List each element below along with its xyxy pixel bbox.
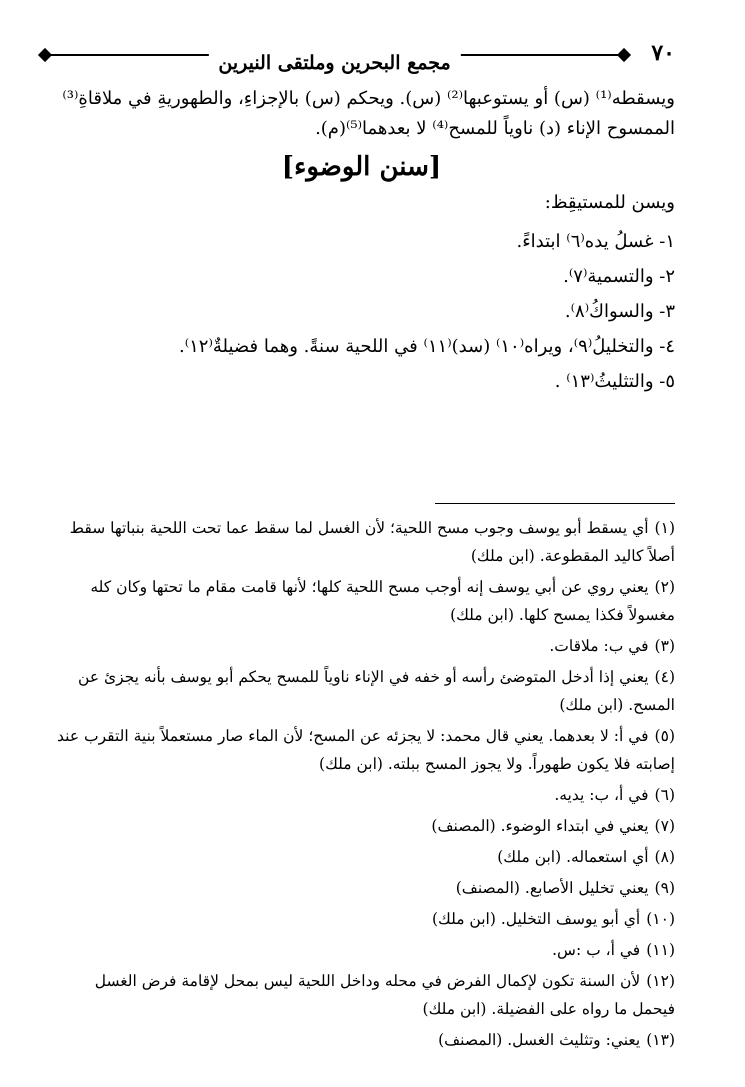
list-item: ١- غسلُ يده⁽٦⁾ ابتداءً.	[516, 231, 675, 252]
footnote-number: (٨)	[654, 848, 675, 866]
list-item: ٢- والتسمية⁽٧⁾.	[563, 266, 675, 287]
footnote-text: يعني: وتثليث الغسل. (المصنف)	[438, 1031, 641, 1049]
footnote	[52, 967, 675, 1023]
footnote-text: يعني إذا أدخل المتوضئ رأسه أو خفه في الإناء ناوياً للمسح يحكم أبو يوسف بأنه يجزئ عن المسح. (ابن ملك)	[78, 668, 675, 714]
footnote	[52, 632, 675, 660]
running-title: مجمع البحرين وملتقى النيرين	[208, 52, 460, 74]
footnote	[52, 514, 675, 570]
list-item: ٥- والتثليثُ⁽١٣⁾ .	[554, 371, 675, 392]
footnote-text: يعني روي عن أبي يوسف إنه أوجب مسح اللحية كلها؛ لأنها قامت مقام ما تحتها وكان كله مغسولاً فكذا يمسح كلها. (ابن ملك)	[90, 578, 675, 624]
page-header	[40, 40, 675, 74]
footnote-number: (١٢)	[646, 972, 675, 990]
footnote	[52, 663, 675, 719]
footnote-number: (٩)	[654, 879, 675, 897]
footnote-text: في أ، ب: يديه.	[554, 786, 649, 804]
footnote	[52, 812, 675, 840]
sunan-list	[48, 224, 675, 399]
footnote-number: (١٠)	[646, 910, 675, 928]
list-item: ٤- والتخليلُ⁽٩⁾، ويراه⁽١٠⁾ (سد)⁽١١⁾ في اللحية سنةً. وهما فضيلةٌ⁽١٢⁾.	[178, 336, 675, 357]
footnote-text: في ب: ملاقات.	[549, 637, 649, 655]
footnote-separator	[435, 503, 675, 504]
footnote-number: (٦)	[654, 786, 675, 804]
footnote-text: يعني تخليل الأصابع. (المصنف)	[455, 879, 649, 897]
footnote	[52, 781, 675, 809]
footnote-text: في أ، ب :س.	[552, 941, 641, 959]
footnote	[52, 573, 675, 629]
footnote	[52, 936, 675, 964]
footnote-text: أي أبو يوسف التخليل. (ابن ملك)	[431, 910, 641, 928]
footnote-number: (٤)	[654, 668, 675, 686]
footnote	[52, 722, 675, 778]
footnote-text: يعني في ابتداء الوضوء. (المصنف)	[431, 817, 649, 835]
list-item: ٣- والسواكُ⁽٨⁾.	[564, 301, 675, 322]
section-title: [سنن الوضوء]	[281, 152, 442, 182]
footnotes	[52, 514, 675, 1057]
footnote-number: (٥)	[654, 727, 675, 745]
footnote	[52, 843, 675, 871]
footnote	[52, 874, 675, 902]
footnote-text: أي استعماله. (ابن ملك)	[497, 848, 649, 866]
header-rule	[40, 52, 629, 74]
footnote-number: (٣)	[654, 637, 675, 655]
footnote-number: (١١)	[646, 941, 675, 959]
footnote-number: (٧)	[654, 817, 675, 835]
footnote-number: (٢)	[654, 578, 675, 596]
opening-paragraph: ويسقطه⁽¹⁾ (س) أو يستوعبها⁽²⁾ (س). ويحكم (س) بالإجزاءِ، والطهوريةِ في ملاقاةِ⁽³⁾ الممسوح الإناء (د) ناوياً للمسح⁽⁴⁾ لا بعدهما⁽⁵⁾(م).	[62, 88, 675, 139]
footnote-text: لأن السنة تكون لإكمال الفرض في محله وداخل اللحية ليس بمحل لإقامة فرض الغسل فيحمل ما رواه على الفضيلة. (ابن ملك)	[94, 972, 675, 1018]
intro-line: ويسن للمستيقِظ:	[544, 192, 675, 213]
footnote-text: أي يسقط أبو يوسف وجوب مسح اللحية؛ لأن الغسل لما سقط عما تحت اللحية بنباتها سقط أصلاً كاليد المقطوعة. (ابن ملك)	[69, 519, 675, 565]
diamond-ornament-icon	[38, 48, 52, 62]
footnote-number: (١)	[654, 519, 675, 537]
footnote-number: (١٣)	[646, 1031, 675, 1049]
diamond-ornament-icon	[617, 48, 631, 62]
footnote	[52, 905, 675, 933]
main-text	[48, 84, 675, 399]
footnote	[52, 1026, 675, 1054]
page-number: ٧٠	[651, 40, 675, 66]
footnote-text: في أ: لا بعدهما. يعني قال محمد: لا يجزئه عن المسح؛ لأن الماء صار مستعملاً بنية التقرب عند إصابته فلا يكون طهوراً. ولا يجوز المسح ببلته. (ابن ملك)	[57, 727, 675, 773]
